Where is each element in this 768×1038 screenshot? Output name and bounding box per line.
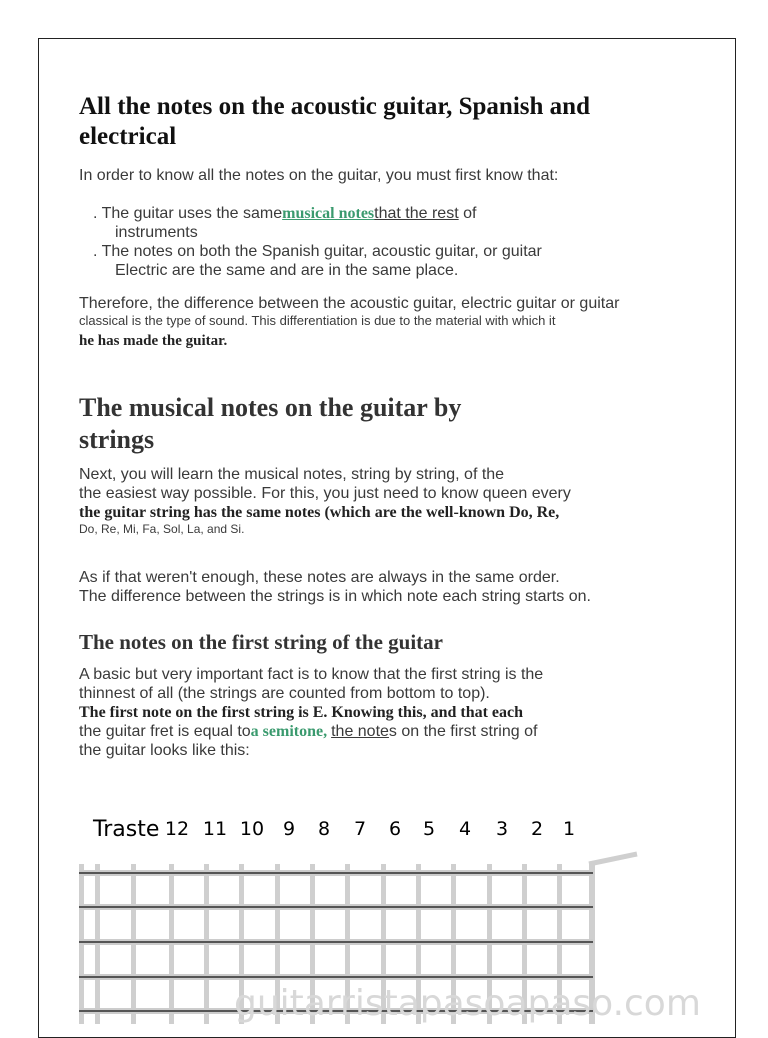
the-note-link[interactable]: the note [331,723,389,740]
main-heading: All the notes on the acoustic guitar, Spanish and electrical [79,93,590,150]
therefore-paragraph [79,294,679,353]
fret-number-8: 8 [317,818,331,840]
fret-number-12: 12 [164,818,190,840]
fret-numbers [165,818,575,840]
fret-number-6: 6 [388,818,402,840]
therefore-line-1: Therefore, the difference between the acoustic guitar, electric guitar or guitar [79,295,620,312]
fretboard-svg [79,800,701,1024]
list-item [93,204,679,242]
next-line-3: the guitar string has the same notes (which are the well-known Do, Re, [79,504,560,521]
headstock-edge [589,854,637,864]
section-heading-first-string: The notes on the first string of the guitar [79,630,443,654]
semitone-link[interactable]: a semitone, [250,723,332,740]
bullet-1-post: of [458,205,477,222]
fret-number-2: 2 [530,818,544,840]
bullet-2-pre: . The notes on both the Spanish guitar, acoustic guitar, or guitar [93,243,542,260]
therefore-line-3: he has made the guitar. [79,333,228,349]
next-line-4: Do, Re, Mi, Fa, Sol, La, and Si. [79,522,245,536]
bullet-1-pre: . The guitar uses the same [93,205,283,222]
next-line-2: the easiest way possible. For this, you just need to know queen every [79,485,571,502]
next-paragraph [79,465,679,536]
basic-line-1: A basic but very important fact is to know that the first string is the [79,666,544,683]
string-4 [79,976,593,978]
section-heading-strings: The musical notes on the guitar by strings [79,393,462,454]
fret-number-10: 10 [239,818,265,840]
as-if-line-2: The difference between the strings is in which note each string starts on. [79,588,591,605]
next-line-1: Next, you will learn the musical notes, string by string, of the [79,466,505,483]
traste-label: Traste [93,817,160,842]
fret-number-7: 7 [353,818,367,840]
as-if-line-1: As if that weren't enough, these notes are always in the same order. [79,569,560,586]
basic-line-3: The first note on the first string is E. Knowing this, and that each [79,704,524,721]
bullet-2-cont: Electric are the same and are in the same place. [115,262,459,279]
string-1 [79,872,593,874]
fret-number-3: 3 [495,818,509,840]
basic-line-4-post: s on the first string of [388,723,538,740]
intro-paragraph: In order to know all the notes on the guitar, you must first know that: [79,167,559,184]
string-2 [79,906,593,908]
watermark-text: guitarristapasoapaso.com [234,983,701,1024]
basic-line-4-pre: the guitar fret is equal to [79,723,251,740]
string-3 [79,941,593,943]
fret-number-11: 11 [202,818,228,840]
basic-line-2: thinnest of all (the strings are counted from bottom to top). [79,685,490,702]
fret-number-9: 9 [282,818,296,840]
fret-number-4: 4 [458,818,472,840]
that-the-rest-link[interactable]: that the rest [374,205,459,222]
musical-notes-link[interactable]: musical notes [282,205,375,222]
as-if-paragraph [79,568,679,606]
fret-number-1: 1 [562,818,576,840]
therefore-line-2: classical is the type of sound. This differentiation is due to the material with which it [79,313,556,328]
list-item [93,242,679,280]
bullet-list [79,204,679,280]
fretboard-diagram [79,800,701,1024]
bullet-1-cont: instruments [115,224,198,241]
basic-paragraph [79,665,679,760]
fret-number-5: 5 [422,818,436,840]
article-content [79,92,679,760]
basic-line-4 [79,722,679,741]
basic-line-5: the guitar looks like this: [79,742,250,759]
